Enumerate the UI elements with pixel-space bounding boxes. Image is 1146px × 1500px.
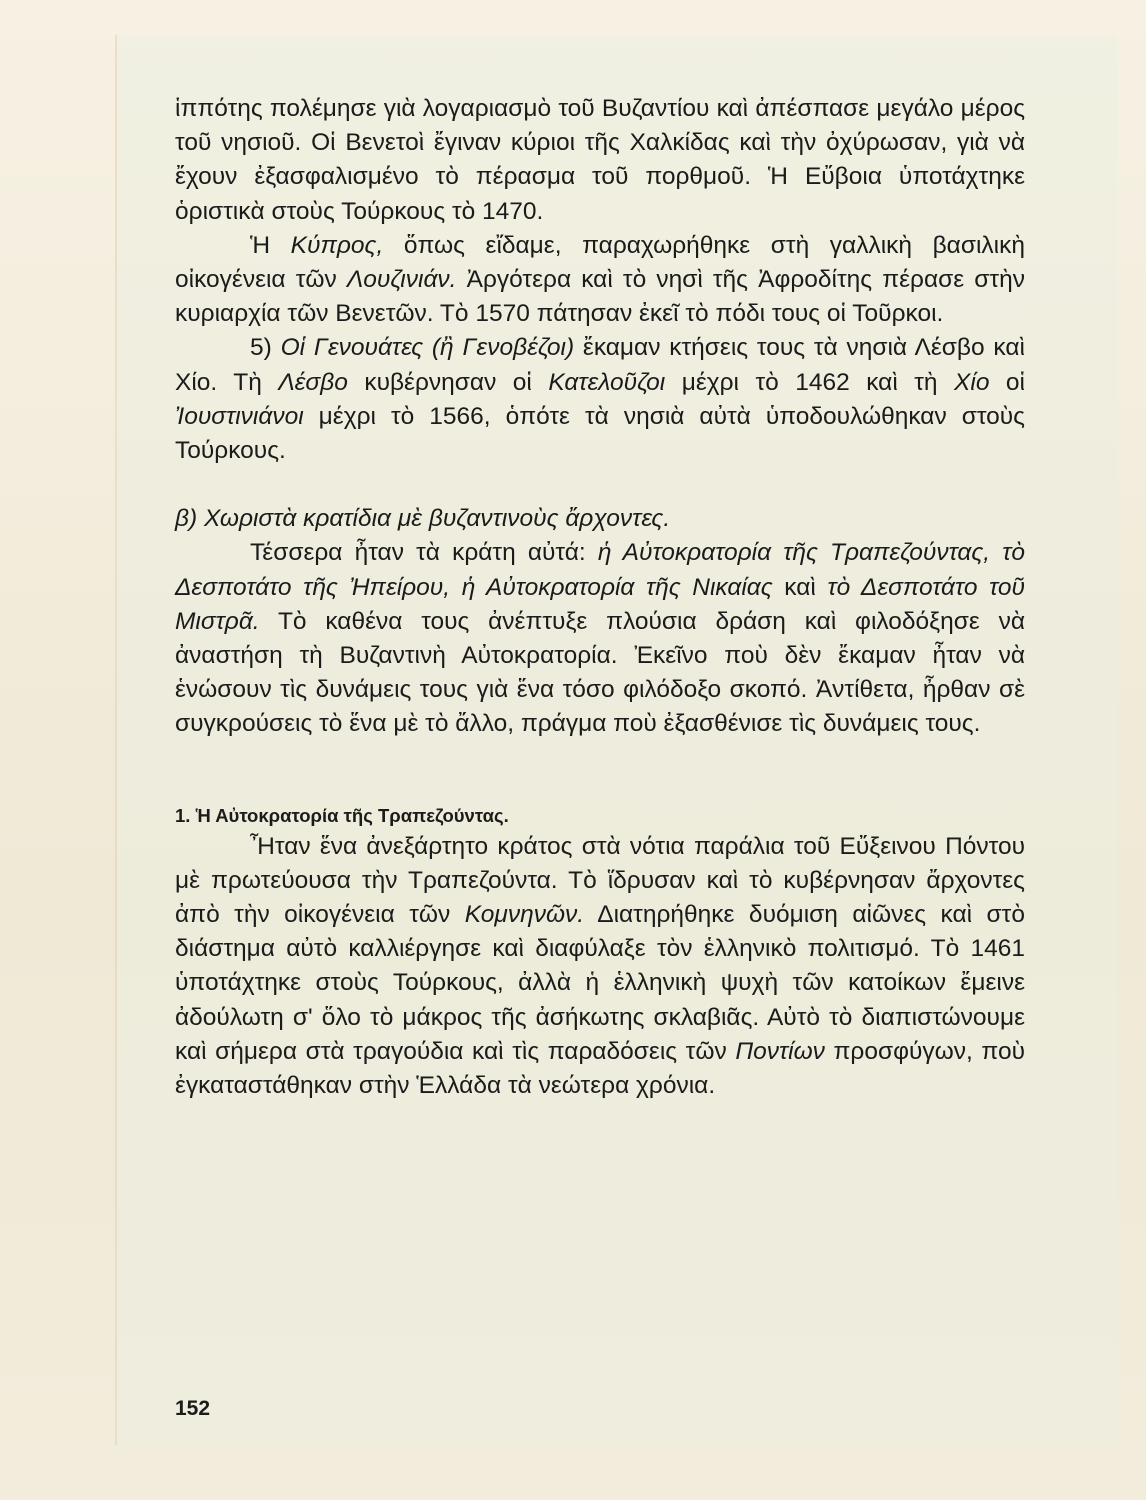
paragraph-cyprus: Ἡ Κύπρος, ὅπως εἴδαμε, παραχωρήθηκε στὴ γαλλικὴ βασιλικὴ οἰκογένεια τῶν Λουζινιάν. Ἀργότερα καὶ τὸ νησὶ τῆς Ἀφροδίτης πέρασε στὴν κυριαρχία τῶν Βενετῶν. Τὸ 1570 πάτησαν ἐκεῖ τὸ πόδι τους οἱ Τοῦρκοι. xyxy=(175,231,1025,328)
paragraph-trebizond: Ἦταν ἕνα ἀνεξάρτητο κράτος στὰ νότια παράλια τοῦ Εὔξεινου Πόντου μὲ πρωτεύουσα τὴν Τραπεζούντα. Τὸ ἵδρυσαν καὶ τὸ κυβέρνησαν ἄρχοντες ἀπὸ τὴν οἰκογένεια τῶν Κομνηνῶν. Διατηρήθηκε δυόμιση αἰῶνες καὶ στὸ διάστημα αὐτὸ καλλιέργησε καὶ διαφύλαξε τὸν ἑλληνικὸ πολιτισμό. Τὸ 1461 ὑποτάχτηκε στοὺς Τούρκους, ἀλλὰ ἡ ἑλληνικὴ ψυχὴ τῶν κατοίκων ἔμεινε ἀδούλωτη σ' ὅλο τὸ μάκρος τῆς ἀσήκωτης σκλαβιᾶς. Αὐτὸ τὸ διαπιστώνουμε καὶ σήμερα στὰ τραγούδια καὶ τὶς παραδόσεις τῶν Ποντίων προσφύγων, ποὺ ἐγκαταστάθηκαν στὴν Ἑλλάδα τὰ νεώτερα χρόνια. xyxy=(175,832,1025,1100)
spacer xyxy=(175,468,1025,502)
paragraph-euboea: ἱππότης πολέμησε γιὰ λογαριασμὸ τοῦ Βυζαντίου καὶ ἀπέσπασε μεγάλο μέρος τοῦ νησιοῦ. Οἱ Βενετοὶ ἔγιναν κύριοι τῆς Χαλκίδας καὶ τὴν ὀχύρωσαν, γιὰ νὰ ἔχουν ἐξασφαλισμένο τὸ πέρασμα τοῦ πορθμοῦ. Ἡ Εὔβοια ὑποτάχτηκε ὁριστικὰ στοὺς Τούρκους τὸ 1470. xyxy=(175,95,1025,225)
paragraph-genoese: 5) Οἱ Γενουάτες (ἢ Γενοβέζοι) ἔκαμαν κτήσεις τους τὰ νησιὰ Λέσβο καὶ Χίο. Τὴ Λέσβο κυβέρνησαν οἱ Κατελοῦζοι μέχρι τὸ 1462 καὶ τὴ Χίο οἱ Ἰουστινιάνοι μέχρι τὸ 1566, ὁπότε τὰ νησιὰ αὐτὰ ὑποδουλώθηκαν στοὺς Τούρκους. xyxy=(175,334,1025,465)
spacer xyxy=(175,742,1025,802)
paragraph-four-states: Τέσσερα ἦταν τὰ κράτη αὐτά: ἡ Αὐτοκρατορία τῆς Τραπεζούντας, τὸ Δεσποτάτο τῆς Ἠπείρου, ἡ Αὐτοκρατορία τῆς Νικαίας καὶ τὸ Δεσποτάτο τοῦ Μιστρᾶ. Τὸ καθένα τους ἀνέπτυξε πλούσια δράση καὶ φιλοδόξησε νὰ ἀναστήση τὴ Βυζαντινὴ Αὐτοκρατορία. Ἐκεῖνο ποὺ δὲν ἔκαμαν ἦταν νὰ ἑνώσουν τὶς δυνάμεις τους γιὰ ἕνα τόσο φιλόδοξο σκοπό. Ἀντίθετα, ἦρθαν σὲ συγκρούσεις τὸ ἕνα μὲ τὸ ἄλλο, πράγμα ποὺ ἐξασθένισε τὶς δυνάμεις τους. xyxy=(175,539,1025,738)
page-number: 152 xyxy=(175,1397,211,1420)
body-text xyxy=(175,92,1025,1103)
section-heading: 1. Ἡ Αὐτοκρατορία τῆς Τραπεζούντας. xyxy=(175,804,509,826)
subsection-heading: β) Χωριστὰ κρατίδια μὲ βυζαντινοὺς ἄρχοντες. xyxy=(175,505,671,533)
